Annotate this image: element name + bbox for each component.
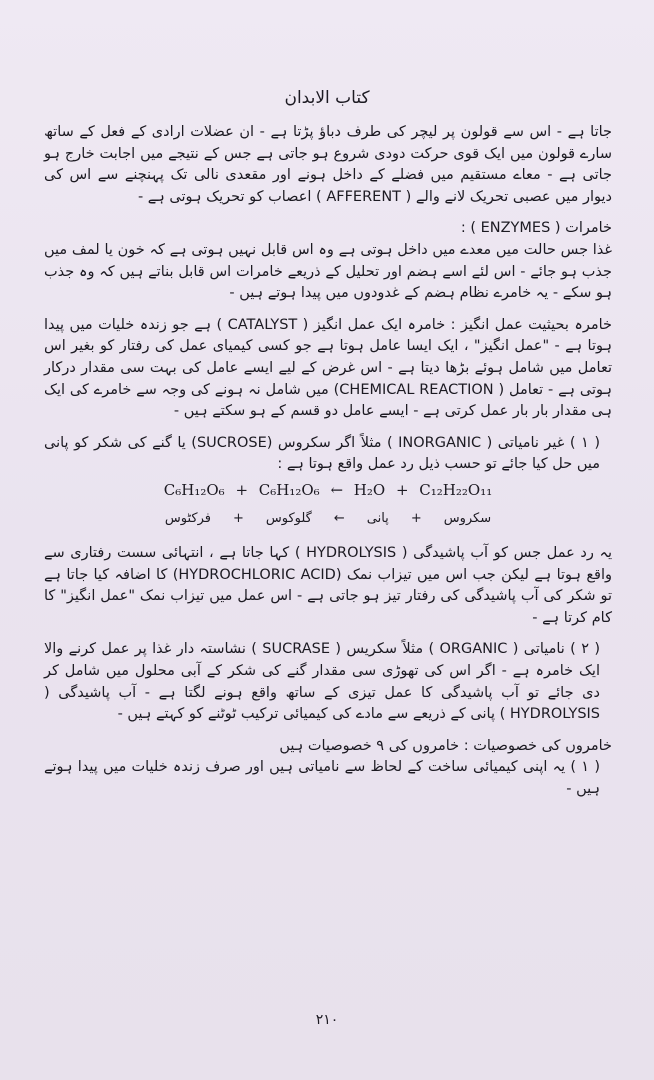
paragraph-intro: جاتا ہے - اس سے قولون پر لیچر کی طرف دباؤ پڑتا ہے - ان عضلات ارادی کے فعل کے ساتھ سارے قولون میں ایک قوی حرکت دودی شروع ہو جاتی ہے جس کے نتیجے میں اجابت خارج ہو جاتی ہے - معاے مستقیم میں فضلے کے داخل ہونے اور مقعدی نالی تک پہنچنے سے اس کی دیوار میں عصبی تحریک لانے والے ( AFFERENT ) اعصاب کو تحریک ہوتی ہے - bbox=[44, 124, 612, 205]
page-header: کتاب الابدان bbox=[284, 88, 370, 108]
label-plus-2: + bbox=[232, 510, 244, 526]
paragraph-catalyst: خامرہ بحیثیت عمل انگیز : خامرہ ایک عمل انگیز ( CATALYST ) ہے جو زندہ خلیات میں پیدا ہوتا ہے - "عمل انگیز" ، ایک ایسا عامل ہوتا ہے جو کسی کیمیای عمل کی رفتار کو بغیر اس تعامل میں شامل ہوئے بڑھا دیتا ہے - اس غرض کے لیے ایسے عامل کی بہت سی مقدار درکار ہوتی ہے - تعامل ( CHEMICAL REACTION) میں شامل نہ ہونے کی وجہ سے خامرے کی ایک ہی مقدار بار بار عمل کرتی ہے - ایسے عامل دو قسم کے ہو سکتے ہیں - bbox=[44, 316, 613, 420]
equation-labels bbox=[44, 508, 612, 530]
paragraph-enzymes: غذا جس حالت میں معدے میں داخل ہوتی ہے وہ اس قابل نہیں ہوتی ہے کہ خون یا لمف میں جذب ہو جائے - اس لئے اسے ہضم اور تحلیل کے ذریعے خامرات اس قابل بناتے ہیں کہ وہ جذب ہو سکے - یہ خامرے نظام ہضم کے غدودوں میں پیدا ہوتے ہیں - bbox=[44, 241, 612, 302]
label-water: پانی bbox=[366, 510, 389, 526]
label-glucose: گلوکوس bbox=[265, 510, 312, 526]
page-body bbox=[44, 122, 612, 801]
label-plus-1: + bbox=[410, 510, 422, 526]
label-fructose: فرکٹوس bbox=[164, 510, 211, 526]
chemical-equation: C₆H₁₂O₆ + C₆H₁₂O₆ ← H₂O + C₁₂H₂₂O₁₁ bbox=[163, 480, 493, 499]
feature-item-1: ( ۱ ) یہ اپنی کیمیائی ساخت کے لحاظ سے نامیاتی ہیں اور صرف زندہ خلیات میں پیدا ہوتے ہیں - bbox=[44, 759, 600, 798]
label-sucrose: سکروس bbox=[443, 510, 492, 526]
item-inorganic: ( ۱ ) غیر نامیاتی ( INORGANIC ) مثلاً اگر سکروس (SUCROSE) یا گنے کی شکر کو پانی میں حل کیا جائے تو حسب ذیل رد عمل واقع ہوتا ہے : bbox=[44, 434, 600, 473]
label-arrow: ← bbox=[333, 510, 345, 526]
enzymes-heading: خامرات ( ENZYMES ) : bbox=[460, 220, 612, 237]
page-number: ۲۱۰ bbox=[315, 1012, 339, 1028]
paragraph-hydrolysis: یہ رد عمل جس کو آب پاشیدگی ( HYDROLYSIS ) کہا جاتا ہے ، انتہائی سست رفتاری سے واقع ہوتا ہے لیکن جب اس میں تیزاب نمک (HYDROCHLORIC ACID) کا اضافہ کیا جاتا ہے تو شکر کی آب پاشیدگی کی رفتار تیز ہو جاتی ہے - اس عمل میں تیزاب نمک "عمل انگیز" کا کام کرتا ہے - bbox=[44, 545, 613, 626]
item-organic: ( ۲ ) نامیاتی ( ORGANIC ) مثلاً سکریس ( SUCRASE ) نشاستہ دار غذا پر عمل کرنے والا ایک خامرہ ہے - اگر اس کی تھوڑی سی مقدار گنے کی شکر کے آبی محلول میں شامل کر دی جائے تو آب پاشیدگی کا عمل تیزی کے ساتھ واقع ہونے لگتا ہے - آب پاشیدگی ( HYDROLYSIS ) پانی کے ذریعے سے مادے کی کیمیائی ترکیب ٹوٹنے کو کہتے ہیں - bbox=[44, 641, 600, 723]
features-heading: خامروں کی خصوصیات : خامروں کی ۹ خصوصیات ہیں bbox=[279, 737, 612, 754]
